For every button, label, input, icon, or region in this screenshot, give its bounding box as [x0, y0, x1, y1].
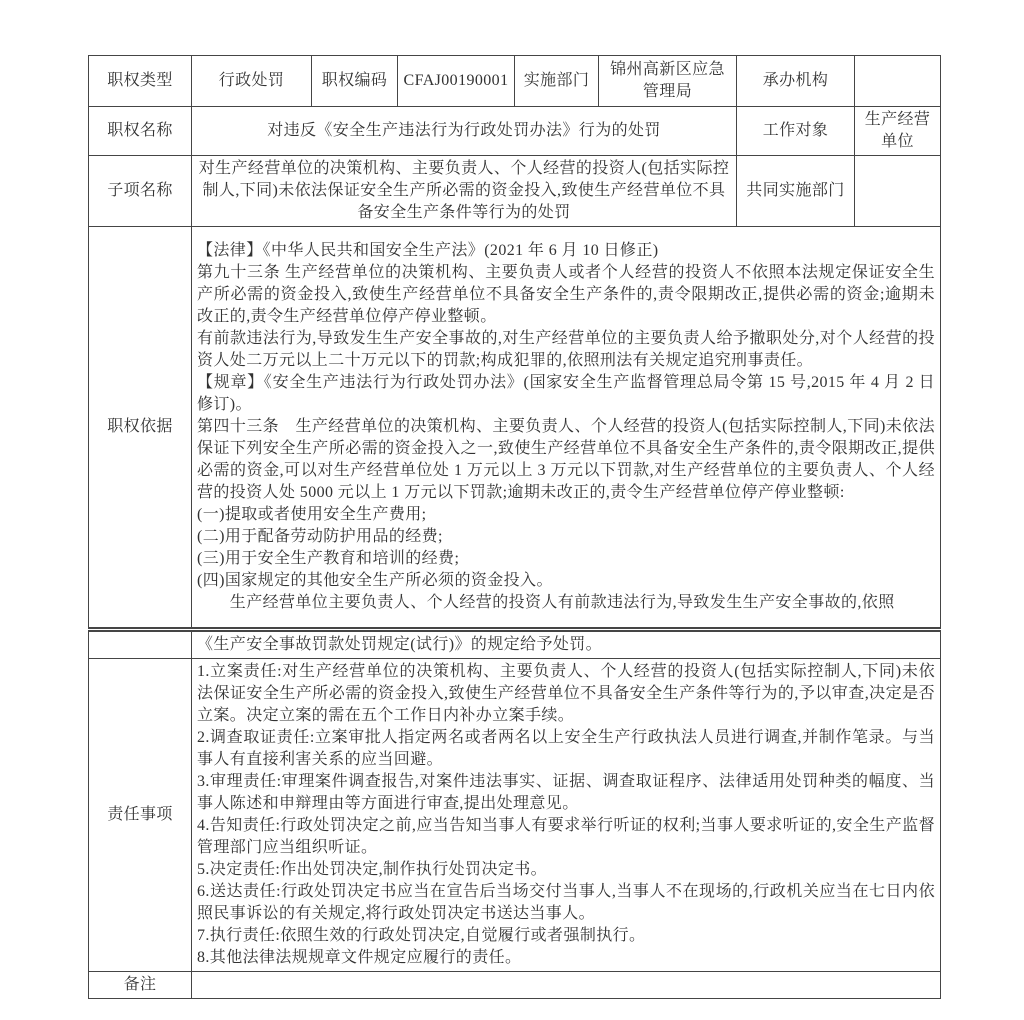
- power-type-value: 行政处罚: [192, 56, 312, 107]
- power-name-value: 对违反《安全生产违法行为行政处罚办法》行为的处罚: [192, 107, 737, 156]
- power-basis-text: [192, 227, 941, 630]
- undertaking-agency-label: 承办机构: [737, 56, 855, 107]
- responsibility-items-text: [192, 659, 941, 972]
- paragraph: 有前款违法行为,导致发生生产安全事故的,对生产经营单位的主要负责人给予撤职处分,对个人经营的投资人处二万元以上二十万元以下的罚款;构成犯罪的,依照刑法有关规定追究刑事责任。: [197, 330, 935, 369]
- row-power-type: [89, 56, 941, 107]
- joint-implementing-department-label: 共同实施部门: [737, 156, 855, 227]
- power-basis-label: 职权依据: [89, 227, 192, 630]
- implementing-department-value: 锦州高新区应急管理局: [599, 56, 737, 107]
- power-code-label: 职权编码: [312, 56, 398, 107]
- paragraph: 第九十三条 生产经营单位的决策机构、主要负责人或者个人经营的投资人不依照本法规定保证安全生产所必需的资金投入,致使生产经营单位不具备安全生产条件的,责令限期改正,提供必需的资金;逾期未改正的,责令生产经营单位停产停业整顿。: [197, 264, 935, 325]
- paragraph: 第四十三条 生产经营单位的决策机构、主要负责人、个人经营的投资人(包括实际控制人,下同)未依法保证下列安全生产所必需的资金投入之一,致使生产经营单位不具备安全生产条件的,责令限期改正,提供必需的资金,可以对生产经营单位处 1 万元以上 3 万元以下罚款,对生产经营单位的主要负责人、个人经营的投资人处 5000 元以上 1 万元以下罚款;逾期未改正的,责令生产经营单位停产停业整顿:: [197, 418, 935, 501]
- subitem-name-label: 子项名称: [89, 156, 192, 227]
- paragraph: 生产经营单位主要负责人、个人经营的投资人有前款违法行为,导致发生生产安全事故的,依照: [197, 594, 895, 611]
- paragraph: 4.告知责任:行政处罚决定之前,应当告知当事人有要求举行听证的权利;当事人要求听证的,安全生产监督管理部门应当组织听证。: [197, 817, 935, 856]
- power-name-label: 职权名称: [89, 107, 192, 156]
- paragraph: 5.决定责任:作出处罚决定,制作执行处罚决定书。: [197, 861, 548, 878]
- paragraph: 8.其他法律法规规章文件规定应履行的责任。: [197, 949, 522, 966]
- row-power-basis-continued: [89, 630, 941, 659]
- row-subitem-name: [89, 156, 941, 227]
- joint-implementing-department-value: [855, 156, 941, 227]
- paragraph: 7.执行责任:依照生效的行政处罚决定,自觉履行或者强制执行。: [197, 927, 646, 944]
- paragraph: 【法律】《中华人民共和国安全生产法》(2021 年 6 月 10 日修正): [197, 242, 659, 259]
- remarks-label: 备注: [89, 972, 192, 999]
- paragraph: (三)用于安全生产教育和培训的经费;: [197, 550, 460, 567]
- work-object-label: 工作对象: [737, 107, 855, 156]
- paragraph: 2.调查取证责任:立案审批人指定两名或者两名以上安全生产行政执法人员进行调查,并制作笔录。与当事人有直接利害关系的应当回避。: [197, 729, 935, 768]
- paragraph: (四)国家规定的其他安全生产所必须的资金投入。: [197, 572, 553, 589]
- power-item-table: [88, 55, 941, 999]
- paragraph: (一)提取或者使用安全生产费用;: [197, 506, 427, 523]
- subitem-name-value: 对生产经营单位的决策机构、主要负责人、个人经营的投资人(包括实际控制人,下同)未依法保证安全生产所必需的资金投入,致使生产经营单位不具备安全生产条件等行为的处罚: [192, 156, 737, 227]
- paragraph: (二)用于配备劳动防护用品的经费;: [197, 528, 443, 545]
- power-basis-continued-label: [89, 630, 192, 659]
- paragraph: 6.送达责任:行政处罚决定书应当在宣告后当场交付当事人,当事人不在现场的,行政机关应当在七日内依照民事诉讼的有关规定,将行政处罚决定书送达当事人。: [197, 883, 935, 922]
- remarks-value: [192, 972, 941, 999]
- row-remarks: [89, 972, 941, 999]
- responsibility-items-label: 责任事项: [89, 659, 192, 972]
- row-power-name: [89, 107, 941, 156]
- implementing-department-label: 实施部门: [515, 56, 599, 107]
- power-type-label: 职权类型: [89, 56, 192, 107]
- paragraph: 【规章】《安全生产违法行为行政处罚办法》(国家安全生产监督管理总局令第 15 号,2015 年 4 月 2 日修订)。: [197, 374, 935, 413]
- power-code-value: CFAJ00190001: [398, 56, 515, 107]
- row-responsibility-items: [89, 659, 941, 972]
- paragraph: 3.审理责任:审理案件调查报告,对案件违法事实、证据、调查取证程序、法律适用处罚种类的幅度、当事人陈述和申辩理由等方面进行审查,提出处理意见。: [197, 773, 935, 812]
- undertaking-agency-value: [855, 56, 941, 107]
- paragraph: 1.立案责任:对生产经营单位的决策机构、主要负责人、个人经营的投资人(包括实际控制人,下同)未依法保证安全生产所必需的资金投入,致使生产经营单位不具备安全生产条件等行为的,予以审查,决定是否立案。决定立案的需在五个工作日内补办立案手续。: [197, 663, 935, 724]
- row-power-basis: [89, 227, 941, 630]
- work-object-value: 生产经营单位: [855, 107, 941, 156]
- power-basis-continued-text: 《生产安全事故罚款处罚规定(试行)》的规定给予处罚。: [192, 630, 941, 659]
